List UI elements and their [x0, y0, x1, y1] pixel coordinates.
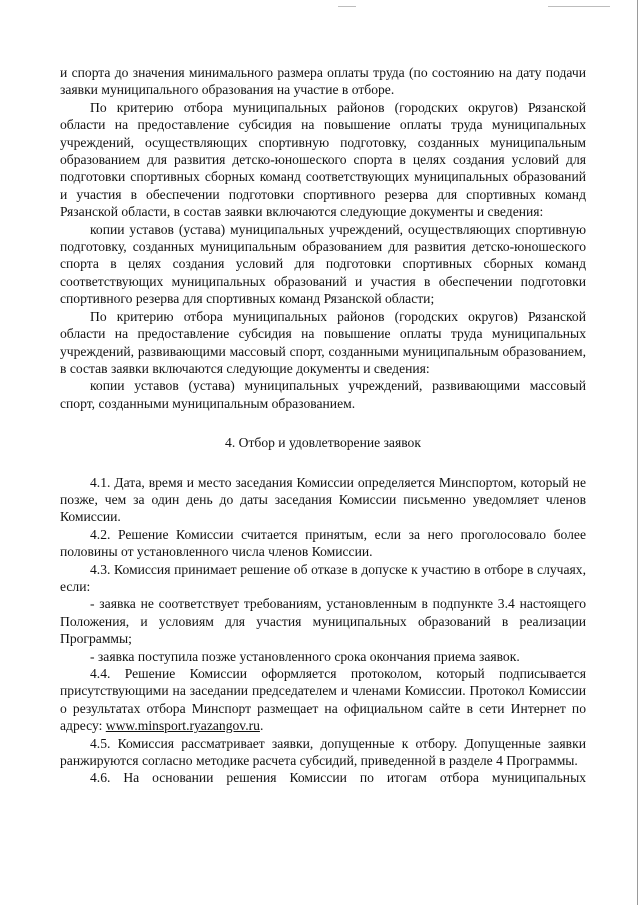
paragraph-charter-copies-sport-training: копии уставов (устава) муниципальных учреждений, осуществляющих спортивную подготовку, созданных муниципальным образованием для развития детско-юношеского спорта в целях создания условий для подготовки спортивных сборных команд соответствующих муниципальных образований и участия в обеспечении подготовки спортивного резерва для спортивных команд Рязанской области; [60, 221, 586, 307]
paragraph-4-4 [60, 665, 586, 735]
paragraph-4-2: 4.2. Решение Комиссии считается принятым, если за него проголосовало более половины от установленного числа членов Комиссии. [60, 526, 586, 560]
paragraph-criterion-sport-training: По критерию отбора муниципальных районов (городских округов) Рязанской области на предоставление субсидия на повышение оплаты труда муниципальных учреждений, осуществляющих спортивную подготовку, созданных муниципальным образованием для развития детско-юношеского спорта в целях создания условий для подготовки спортивных сборных команд соответствующих муниципальных образований и участия в обеспечении подготовки спортивного резерва для спортивных команд Рязанской области, в состав заявки включаются следующие документы и сведения: [60, 99, 586, 220]
paragraph-4-4-end: . [259, 718, 264, 734]
paragraph-criterion-mass-sport: По критерию отбора муниципальных районов (городских округов) Рязанской области на предоставление субсидия на повышение оплаты труда муниципальных учреждений, развивающими массовый спорт, созданными муниципальным образованием, в состав заявки включаются следующие документы и сведения: [60, 308, 586, 376]
scan-mark [338, 6, 356, 7]
paragraph-4-3-item-1: - заявка не соответствует требованиям, установленным в подпункте 3.4 настоящего Положения, и условиям для участия муниципальных образований в реализации Программы; [60, 596, 586, 647]
page-edge [637, 0, 638, 905]
paragraph-4-5: 4.5. Комиссия рассматривает заявки, допущенные к отбору. Допущенные заявки ранжируются согласно методике расчета субсидий, приведенной в разделе 4 Программы. [60, 735, 586, 769]
paragraph-4-1: 4.1. Дата, время и место заседания Комиссии определяется Минспортом, который не позже, чем за один день до даты заседания Комиссии письменно уведомляет членов Комиссии. [60, 474, 586, 525]
document-page [60, 64, 586, 787]
paragraph-4-3: 4.3. Комиссия принимает решение об отказе в допуске к участию в отборе в случаях, если: [60, 561, 586, 594]
paragraph-4-6: 4.6. На основании решения Комиссии по итогам отбора муниципальных [90, 770, 586, 786]
paragraph-charter-copies-mass-sport: копии уставов (устава) муниципальных учреждений, развивающими массовый спорт, созданными муниципальным образованием. [60, 378, 586, 411]
paragraph-4-3-item-2: - заявка поступила позже установленного срока окончания приема заявок. [90, 648, 520, 664]
minsport-website-link[interactable]: www.minsport.ryazangov.ru [105, 718, 260, 734]
scan-mark [548, 6, 610, 7]
paragraph-continuation: и спорта до значения минимального размера оплаты труда (по состоянию на дату подачи заявки муниципального образования на участие в отборе. [60, 65, 586, 98]
paragraph-4-4-text: 4.4. Решение Комиссии оформляется протоколом, который подписывается присутствующими на заседании председателем и членами Комиссии. Протокол Комиссии о результатах отбора Минспорт размещает на официальном сайте в сети Интернет по адресу: [60, 666, 586, 734]
section-heading: 4. Отбор и удовлетворение заявок [225, 435, 421, 451]
